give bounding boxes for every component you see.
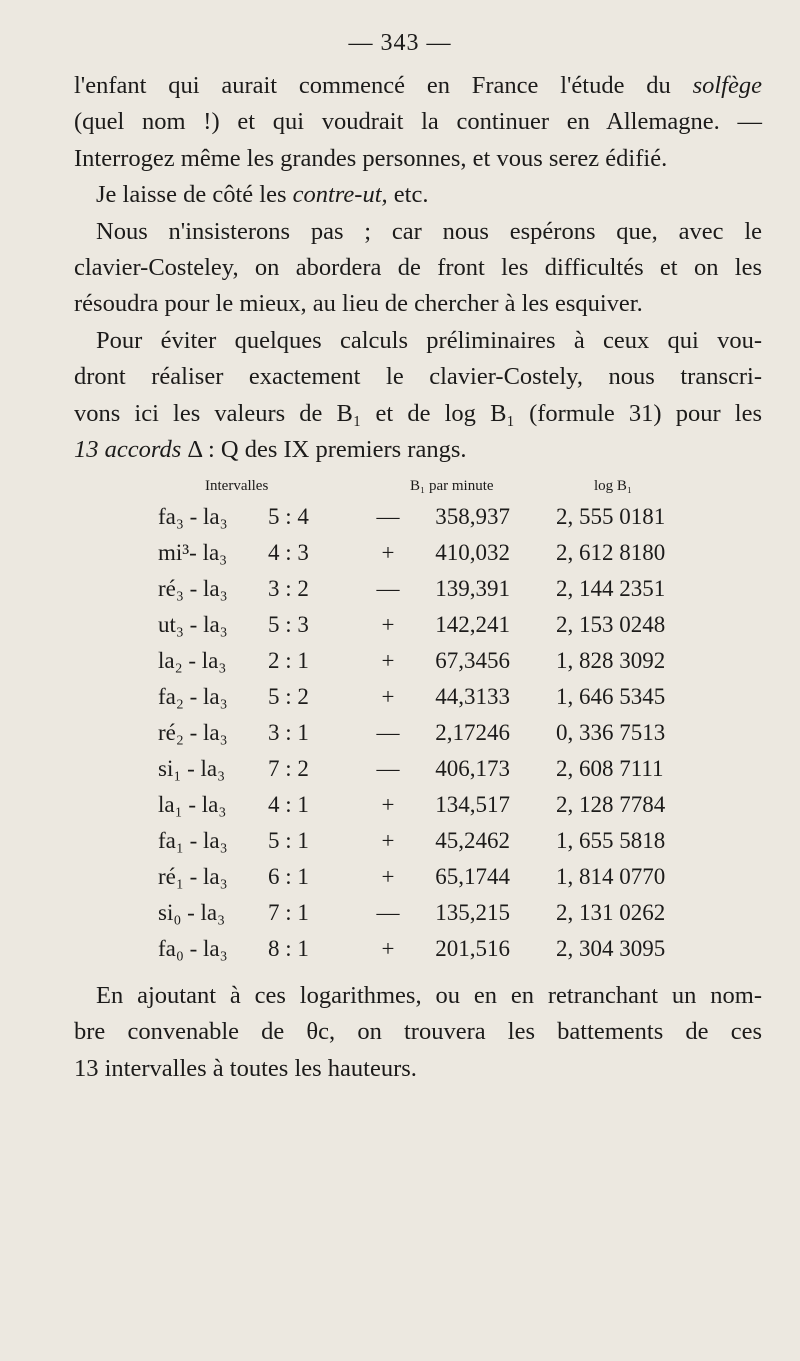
log-cell: 2, 608 7111	[556, 756, 664, 781]
sign-cell: +	[381, 540, 395, 565]
ratio-cell: 3 : 2	[268, 576, 309, 601]
interval-cell: fa₂ - la₃	[158, 684, 228, 709]
table-row	[0, 648, 800, 684]
b1-cell: 2,17246	[435, 720, 510, 745]
log-cell: 2, 153 0248	[556, 612, 666, 637]
b1-cell: 410,032	[435, 540, 510, 565]
log-cell: 1, 828 3092	[556, 648, 666, 673]
sign-cell: —	[376, 576, 400, 601]
log-cell: 1, 655 5818	[556, 828, 666, 853]
table-row	[0, 612, 800, 648]
table-row	[0, 576, 800, 612]
sign-cell: +	[381, 684, 395, 709]
header-log: log B₁	[594, 478, 633, 494]
b1-cell: 134,517	[435, 792, 510, 817]
sign-cell: —	[376, 504, 400, 529]
interval-cell: fa₃ - la₃	[158, 504, 228, 529]
log-cell: 2, 612 8180	[556, 540, 666, 565]
paragraph-bottom	[74, 978, 762, 1087]
table-row	[0, 828, 800, 864]
b1-cell: 201,516	[435, 936, 510, 961]
interval-cell: ut₃ - la₃	[158, 612, 228, 637]
table-row	[0, 864, 800, 900]
table-row	[0, 504, 800, 540]
ratio-cell: 2 : 1	[268, 648, 309, 673]
log-cell: 2, 131 0262	[556, 900, 666, 925]
paragraph-top	[74, 68, 762, 468]
page-number: — 343 —	[348, 30, 452, 56]
text-line: 13 intervalles à toutes les hauteurs.	[74, 1054, 417, 1082]
text-line: vons ici les valeurs de B₁ et de log B₁ (formule 31) pour les	[74, 399, 762, 427]
interval-cell: ré₃ - la₃	[158, 576, 228, 601]
sign-cell: —	[376, 900, 400, 925]
table-row	[0, 792, 800, 828]
b1-cell: 65,1744	[435, 864, 510, 889]
table-row	[0, 756, 800, 792]
interval-cell: la₂ - la₃	[158, 648, 227, 673]
ratio-cell: 4 : 1	[268, 792, 309, 817]
text-line: En ajoutant à ces logarithmes, ou en en retranchant un nom-	[96, 982, 762, 1009]
log-cell: 2, 304 3095	[556, 936, 666, 961]
sign-cell: +	[381, 612, 395, 637]
ratio-cell: 5 : 3	[268, 612, 309, 637]
ratio-cell: 3 : 1	[268, 720, 309, 745]
interval-cell: si₁ - la₃	[158, 756, 226, 781]
text-line: Je laisse de côté les contre-ut, etc.	[96, 181, 429, 209]
b1-cell: 67,3456	[435, 648, 510, 673]
sign-cell: +	[381, 828, 395, 853]
log-cell: 1, 814 0770	[556, 864, 666, 889]
text-line: 13 accords Δ : Q des IX premiers rangs.	[74, 435, 467, 463]
header-b1: B₁ par minute	[410, 478, 494, 494]
sign-cell: +	[381, 864, 395, 889]
text-line: Nous n'insisterons pas ; car nous espérons que, avec le	[96, 217, 762, 245]
b1-cell: 142,241	[435, 612, 510, 637]
b1-cell: 44,3133	[435, 684, 510, 709]
interval-cell: si₀ - la₃	[158, 900, 226, 925]
b1-cell: 45,2462	[435, 828, 510, 853]
ratio-cell: 7 : 1	[268, 900, 309, 925]
table-row	[0, 684, 800, 720]
table-row	[0, 900, 800, 936]
interval-cell: ré₂ - la₃	[158, 720, 228, 745]
b1-cell: 406,173	[435, 756, 510, 781]
ratio-cell: 8 : 1	[268, 936, 309, 961]
ratio-cell: 7 : 2	[268, 756, 309, 781]
b1-cell: 135,215	[435, 900, 510, 925]
table-header	[0, 478, 800, 500]
interval-cell: ré₁ - la₃	[158, 864, 228, 889]
interval-cell: fa₀ - la₃	[158, 936, 228, 961]
text-line: clavier-Costeley, on abordera de front les difficultés et on les	[74, 253, 762, 281]
ratio-cell: 5 : 4	[268, 504, 309, 529]
ratio-cell: 5 : 1	[268, 828, 309, 853]
text-line: résoudra pour le mieux, au lieu de chercher à les esquiver.	[74, 290, 643, 318]
text-line: dront réaliser exactement le clavier-Costely, nous transcri-	[74, 363, 762, 391]
ratio-cell: 6 : 1	[268, 864, 309, 889]
b1-cell: 139,391	[435, 576, 510, 601]
log-cell: 0, 336 7513	[556, 720, 666, 745]
table-row	[0, 540, 800, 576]
text-line: Interrogez même les grandes personnes, et vous serez édifié.	[74, 144, 668, 172]
sign-cell: —	[376, 720, 400, 745]
log-cell: 2, 144 2351	[556, 576, 666, 601]
text-line: (quel nom !) et qui voudrait la continuer en Allemagne. —	[74, 108, 762, 136]
sign-cell: +	[381, 648, 395, 673]
table-row	[0, 720, 800, 756]
log-cell: 2, 555 0181	[556, 504, 666, 529]
log-cell: 2, 128 7784	[556, 792, 666, 817]
table-row	[0, 936, 800, 972]
text-line: bre convenable de θc, on trouvera les battements de ces	[74, 1018, 762, 1046]
ratio-cell: 5 : 2	[268, 684, 309, 709]
sign-cell: +	[381, 792, 395, 817]
ratio-cell: 4 : 3	[268, 540, 309, 565]
text-line: Pour éviter quelques calculs préliminaires à ceux qui vou-	[96, 326, 762, 354]
interval-cell: fa₁ - la₃	[158, 828, 228, 853]
interval-cell: la₁ - la₃	[158, 792, 227, 817]
sign-cell: +	[381, 936, 395, 961]
header-intervals: Intervalles	[205, 478, 269, 494]
b1-cell: 358,937	[435, 504, 510, 529]
sign-cell: —	[376, 756, 400, 781]
text-line: l'enfant qui aurait commencé en France l'étude du solfège	[74, 72, 762, 99]
log-cell: 1, 646 5345	[556, 684, 666, 709]
interval-cell: mi³- la₃	[158, 540, 228, 565]
